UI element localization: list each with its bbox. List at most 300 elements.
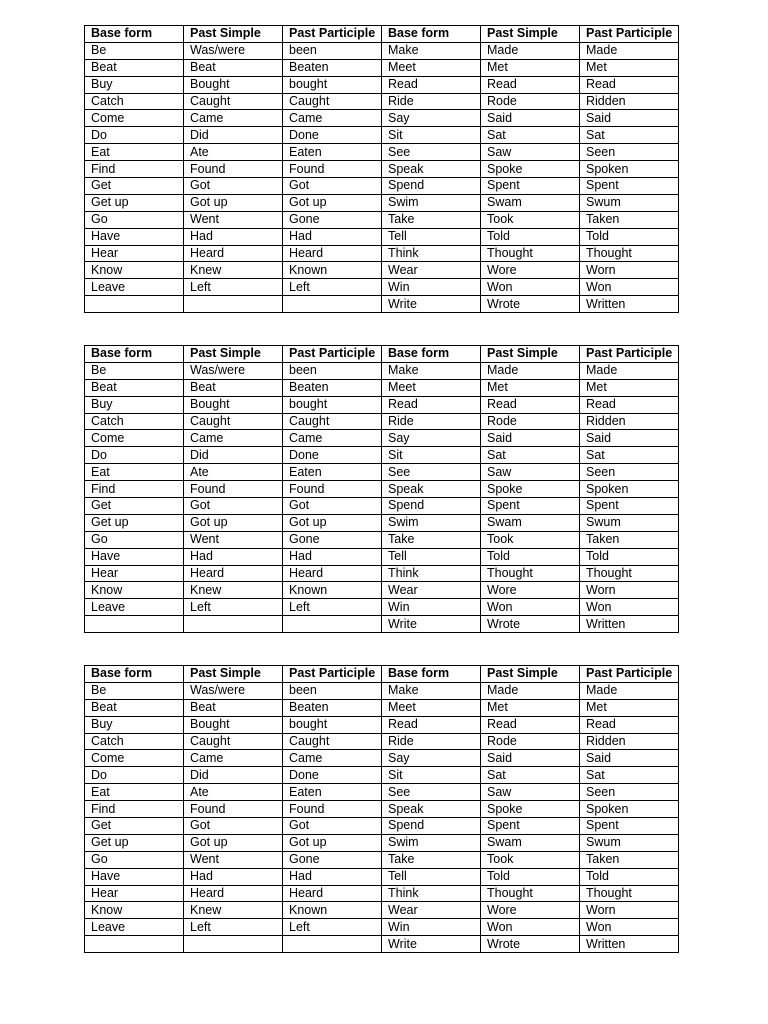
- past-participle-cell: Caught: [283, 733, 382, 750]
- table-row: [85, 767, 679, 784]
- past-simple-cell: Bought: [184, 396, 283, 413]
- base-form-cell: Find: [85, 801, 184, 818]
- table-row: [85, 127, 679, 144]
- base-form-cell: Eat: [85, 144, 184, 161]
- past-simple-cell: Won: [481, 919, 580, 936]
- base-form-cell: Tell: [382, 548, 481, 565]
- past-participle-cell: Sat: [580, 127, 679, 144]
- base-form-cell: Beat: [85, 379, 184, 396]
- header-base-form: Base form: [85, 26, 184, 43]
- past-participle-cell: Left: [283, 279, 382, 296]
- past-simple-cell: Thought: [481, 885, 580, 902]
- past-participle-cell: Read: [580, 396, 679, 413]
- past-simple-cell: Took: [481, 211, 580, 228]
- base-form-cell: [85, 296, 184, 313]
- table-row: [85, 362, 679, 379]
- past-simple-cell: Took: [481, 531, 580, 548]
- past-participle-cell: Ridden: [580, 93, 679, 110]
- past-simple-cell: Saw: [481, 464, 580, 481]
- past-simple-cell: Read: [481, 396, 580, 413]
- header-base-form: Base form: [382, 346, 481, 363]
- base-form-cell: Eat: [85, 784, 184, 801]
- base-form-cell: Spend: [382, 178, 481, 195]
- past-simple-cell: Wore: [481, 262, 580, 279]
- past-participle-cell: Got: [283, 498, 382, 515]
- past-participle-cell: been: [283, 362, 382, 379]
- past-simple-cell: Came: [184, 110, 283, 127]
- table-row: [85, 616, 679, 633]
- header-row: [85, 666, 679, 683]
- past-simple-cell: Ate: [184, 464, 283, 481]
- past-simple-cell: Made: [481, 682, 580, 699]
- table-row: [85, 834, 679, 851]
- table-row: [85, 279, 679, 296]
- base-form-cell: Wear: [382, 262, 481, 279]
- past-simple-cell: Got: [184, 178, 283, 195]
- table-body: [85, 362, 679, 632]
- past-simple-cell: Went: [184, 851, 283, 868]
- table-row: [85, 936, 679, 953]
- table-row: [85, 262, 679, 279]
- past-simple-cell: Rode: [481, 413, 580, 430]
- past-simple-cell: Told: [481, 228, 580, 245]
- base-form-cell: Beat: [85, 59, 184, 76]
- past-participle-cell: Came: [283, 430, 382, 447]
- base-form-cell: Get: [85, 498, 184, 515]
- past-participle-cell: Thought: [580, 885, 679, 902]
- past-participle-cell: Written: [580, 616, 679, 633]
- past-simple-cell: Told: [481, 548, 580, 565]
- past-participle-cell: Got up: [283, 514, 382, 531]
- past-simple-cell: Left: [184, 919, 283, 936]
- header-past-simple: Past Simple: [184, 346, 283, 363]
- past-simple-cell: Ate: [184, 144, 283, 161]
- past-participle-cell: bought: [283, 396, 382, 413]
- past-simple-cell: Swam: [481, 194, 580, 211]
- base-form-cell: Say: [382, 750, 481, 767]
- past-participle-cell: Made: [580, 682, 679, 699]
- header-base-form: Base form: [382, 26, 481, 43]
- base-form-cell: Get up: [85, 194, 184, 211]
- base-form-cell: Speak: [382, 801, 481, 818]
- header-past-simple: Past Simple: [184, 26, 283, 43]
- header-past-participle: Past Participle: [283, 346, 382, 363]
- past-simple-cell: Did: [184, 127, 283, 144]
- past-participle-cell: Ridden: [580, 413, 679, 430]
- base-form-cell: Leave: [85, 919, 184, 936]
- past-participle-cell: Done: [283, 767, 382, 784]
- past-simple-cell: Beat: [184, 59, 283, 76]
- base-form-cell: Think: [382, 885, 481, 902]
- past-participle-cell: Read: [580, 716, 679, 733]
- past-simple-cell: Spent: [481, 178, 580, 195]
- past-simple-cell: Wore: [481, 582, 580, 599]
- past-simple-cell: Read: [481, 76, 580, 93]
- base-form-cell: Buy: [85, 76, 184, 93]
- table-row: [85, 565, 679, 582]
- past-simple-cell: Beat: [184, 699, 283, 716]
- base-form-cell: Catch: [85, 93, 184, 110]
- past-participle-cell: Beaten: [283, 59, 382, 76]
- past-participle-cell: Met: [580, 699, 679, 716]
- past-participle-cell: Said: [580, 430, 679, 447]
- base-form-cell: Find: [85, 161, 184, 178]
- base-form-cell: Say: [382, 110, 481, 127]
- table-row: [85, 296, 679, 313]
- table-row: [85, 396, 679, 413]
- past-simple-cell: Heard: [184, 245, 283, 262]
- past-simple-cell: Found: [184, 161, 283, 178]
- table-body: [85, 42, 679, 312]
- past-participle-cell: Thought: [580, 245, 679, 262]
- past-participle-cell: been: [283, 42, 382, 59]
- base-form-cell: Get up: [85, 834, 184, 851]
- base-form-cell: Read: [382, 396, 481, 413]
- table-row: [85, 531, 679, 548]
- past-participle-cell: Seen: [580, 464, 679, 481]
- base-form-cell: Go: [85, 851, 184, 868]
- past-participle-cell: Found: [283, 801, 382, 818]
- past-simple-cell: Wore: [481, 902, 580, 919]
- table-row: [85, 750, 679, 767]
- past-participle-cell: Done: [283, 447, 382, 464]
- past-simple-cell: Ate: [184, 784, 283, 801]
- base-form-cell: Eat: [85, 464, 184, 481]
- past-simple-cell: Made: [481, 362, 580, 379]
- base-form-cell: Meet: [382, 59, 481, 76]
- header-past-simple: Past Simple: [184, 666, 283, 683]
- past-participle-cell: been: [283, 682, 382, 699]
- past-simple-cell: Swam: [481, 834, 580, 851]
- base-form-cell: Write: [382, 296, 481, 313]
- base-form-cell: See: [382, 784, 481, 801]
- past-participle-cell: Sat: [580, 767, 679, 784]
- past-participle-cell: bought: [283, 716, 382, 733]
- past-simple-cell: Found: [184, 481, 283, 498]
- past-simple-cell: Spoke: [481, 161, 580, 178]
- past-simple-cell: Sat: [481, 767, 580, 784]
- past-participle-cell: Had: [283, 548, 382, 565]
- base-form-cell: Come: [85, 750, 184, 767]
- base-form-cell: Hear: [85, 245, 184, 262]
- past-participle-cell: Met: [580, 59, 679, 76]
- past-participle-cell: Said: [580, 750, 679, 767]
- past-participle-cell: Had: [283, 228, 382, 245]
- past-simple-cell: Bought: [184, 716, 283, 733]
- past-participle-cell: Sat: [580, 447, 679, 464]
- past-simple-cell: Rode: [481, 93, 580, 110]
- base-form-cell: Be: [85, 682, 184, 699]
- past-simple-cell: Spent: [481, 498, 580, 515]
- past-participle-cell: Met: [580, 379, 679, 396]
- past-simple-cell: Was/were: [184, 682, 283, 699]
- past-participle-cell: bought: [283, 76, 382, 93]
- base-form-cell: Swim: [382, 834, 481, 851]
- past-participle-cell: Left: [283, 919, 382, 936]
- header-base-form: Base form: [382, 666, 481, 683]
- past-simple-cell: Met: [481, 59, 580, 76]
- past-participle-cell: Gone: [283, 211, 382, 228]
- past-participle-cell: Won: [580, 919, 679, 936]
- past-simple-cell: Won: [481, 279, 580, 296]
- base-form-cell: Hear: [85, 885, 184, 902]
- base-form-cell: Ride: [382, 413, 481, 430]
- base-form-cell: Speak: [382, 481, 481, 498]
- past-participle-cell: Eaten: [283, 464, 382, 481]
- base-form-cell: Make: [382, 42, 481, 59]
- past-participle-cell: Spoken: [580, 481, 679, 498]
- past-simple-cell: Had: [184, 548, 283, 565]
- past-participle-cell: Came: [283, 750, 382, 767]
- base-form-cell: Spend: [382, 498, 481, 515]
- base-form-cell: Find: [85, 481, 184, 498]
- past-simple-cell: Heard: [184, 565, 283, 582]
- past-simple-cell: Thought: [481, 565, 580, 582]
- past-simple-cell: Had: [184, 228, 283, 245]
- past-simple-cell: Met: [481, 379, 580, 396]
- past-simple-cell: Caught: [184, 733, 283, 750]
- past-participle-cell: Worn: [580, 902, 679, 919]
- past-participle-cell: Gone: [283, 531, 382, 548]
- past-simple-cell: Read: [481, 716, 580, 733]
- base-form-cell: Sit: [382, 767, 481, 784]
- base-form-cell: Make: [382, 362, 481, 379]
- past-participle-cell: Told: [580, 548, 679, 565]
- past-participle-cell: Came: [283, 110, 382, 127]
- past-simple-cell: Made: [481, 42, 580, 59]
- table-row: [85, 716, 679, 733]
- table-row: [85, 245, 679, 262]
- past-simple-cell: Caught: [184, 413, 283, 430]
- base-form-cell: Have: [85, 868, 184, 885]
- table-header: [85, 346, 679, 363]
- base-form-cell: Wear: [382, 902, 481, 919]
- table-row: [85, 59, 679, 76]
- base-form-cell: Tell: [382, 868, 481, 885]
- past-simple-cell: Got up: [184, 514, 283, 531]
- base-form-cell: [85, 616, 184, 633]
- table-row: [85, 42, 679, 59]
- table-header: [85, 666, 679, 683]
- header-past-participle: Past Participle: [283, 666, 382, 683]
- base-form-cell: Beat: [85, 699, 184, 716]
- header-past-participle: Past Participle: [283, 26, 382, 43]
- past-simple-cell: Swam: [481, 514, 580, 531]
- past-simple-cell: Wrote: [481, 296, 580, 313]
- base-form-cell: Catch: [85, 413, 184, 430]
- header-row: [85, 26, 679, 43]
- table-row: [85, 464, 679, 481]
- base-form-cell: Have: [85, 228, 184, 245]
- past-simple-cell: Said: [481, 110, 580, 127]
- past-simple-cell: Saw: [481, 144, 580, 161]
- past-participle-cell: Written: [580, 936, 679, 953]
- past-participle-cell: Worn: [580, 582, 679, 599]
- table-row: [85, 110, 679, 127]
- past-simple-cell: Was/were: [184, 362, 283, 379]
- past-participle-cell: Caught: [283, 93, 382, 110]
- past-simple-cell: Got: [184, 498, 283, 515]
- header-base-form: Base form: [85, 346, 184, 363]
- base-form-cell: Read: [382, 76, 481, 93]
- past-participle-cell: Eaten: [283, 784, 382, 801]
- past-simple-cell: Had: [184, 868, 283, 885]
- past-simple-cell: Was/were: [184, 42, 283, 59]
- base-form-cell: Do: [85, 447, 184, 464]
- past-participle-cell: Known: [283, 582, 382, 599]
- past-participle-cell: Said: [580, 110, 679, 127]
- base-form-cell: Do: [85, 127, 184, 144]
- table-header: [85, 26, 679, 43]
- past-participle-cell: Swum: [580, 514, 679, 531]
- table-row: [85, 447, 679, 464]
- base-form-cell: Make: [382, 682, 481, 699]
- base-form-cell: Come: [85, 430, 184, 447]
- base-form-cell: Catch: [85, 733, 184, 750]
- base-form-cell: Have: [85, 548, 184, 565]
- table-row: [85, 902, 679, 919]
- table-row: [85, 699, 679, 716]
- past-participle-cell: Heard: [283, 885, 382, 902]
- base-form-cell: Get: [85, 818, 184, 835]
- base-form-cell: Do: [85, 767, 184, 784]
- table-row: [85, 194, 679, 211]
- table-row: [85, 548, 679, 565]
- table-body: [85, 682, 679, 952]
- table-row: [85, 582, 679, 599]
- table-row: [85, 430, 679, 447]
- past-participle-cell: Won: [580, 599, 679, 616]
- base-form-cell: Speak: [382, 161, 481, 178]
- base-form-cell: Spend: [382, 818, 481, 835]
- table-row: [85, 144, 679, 161]
- table-row: [85, 682, 679, 699]
- past-simple-cell: Met: [481, 699, 580, 716]
- past-participle-cell: Found: [283, 481, 382, 498]
- table-row: [85, 851, 679, 868]
- base-form-cell: Think: [382, 245, 481, 262]
- past-simple-cell: [184, 616, 283, 633]
- base-form-cell: Swim: [382, 514, 481, 531]
- past-participle-cell: Won: [580, 279, 679, 296]
- base-form-cell: Write: [382, 616, 481, 633]
- past-participle-cell: Got: [283, 818, 382, 835]
- past-simple-cell: [184, 936, 283, 953]
- past-participle-cell: Swum: [580, 194, 679, 211]
- past-simple-cell: Wrote: [481, 616, 580, 633]
- past-participle-cell: Told: [580, 228, 679, 245]
- past-participle-cell: Made: [580, 362, 679, 379]
- table-row: [85, 161, 679, 178]
- past-participle-cell: Spoken: [580, 161, 679, 178]
- past-participle-cell: Ridden: [580, 733, 679, 750]
- past-participle-cell: Gone: [283, 851, 382, 868]
- past-participle-cell: [283, 296, 382, 313]
- past-participle-cell: Taken: [580, 851, 679, 868]
- base-form-cell: Sit: [382, 447, 481, 464]
- base-form-cell: Take: [382, 211, 481, 228]
- past-participle-cell: Worn: [580, 262, 679, 279]
- past-participle-cell: [283, 616, 382, 633]
- table-row: [85, 885, 679, 902]
- past-simple-cell: Knew: [184, 582, 283, 599]
- base-form-cell: Win: [382, 919, 481, 936]
- past-simple-cell: Thought: [481, 245, 580, 262]
- verb-table-3: [84, 665, 679, 953]
- base-form-cell: Say: [382, 430, 481, 447]
- base-form-cell: Come: [85, 110, 184, 127]
- past-participle-cell: Heard: [283, 565, 382, 582]
- base-form-cell: Go: [85, 531, 184, 548]
- past-simple-cell: Rode: [481, 733, 580, 750]
- table-row: [85, 784, 679, 801]
- past-simple-cell: Got up: [184, 194, 283, 211]
- past-participle-cell: Got up: [283, 834, 382, 851]
- past-simple-cell: Knew: [184, 262, 283, 279]
- base-form-cell: Sit: [382, 127, 481, 144]
- base-form-cell: Think: [382, 565, 481, 582]
- header-past-simple: Past Simple: [481, 666, 580, 683]
- base-form-cell: Ride: [382, 733, 481, 750]
- base-form-cell: Leave: [85, 279, 184, 296]
- table-row: [85, 413, 679, 430]
- table-row: [85, 211, 679, 228]
- past-simple-cell: Spent: [481, 818, 580, 835]
- past-simple-cell: Won: [481, 599, 580, 616]
- past-simple-cell: Sat: [481, 127, 580, 144]
- header-past-participle: Past Participle: [580, 346, 679, 363]
- past-participle-cell: Beaten: [283, 379, 382, 396]
- past-participle-cell: Taken: [580, 531, 679, 548]
- table-row: [85, 514, 679, 531]
- table-row: [85, 93, 679, 110]
- base-form-cell: Buy: [85, 716, 184, 733]
- base-form-cell: Hear: [85, 565, 184, 582]
- past-participle-cell: Got up: [283, 194, 382, 211]
- past-participle-cell: Found: [283, 161, 382, 178]
- past-participle-cell: Spoken: [580, 801, 679, 818]
- table-row: [85, 228, 679, 245]
- past-simple-cell: Did: [184, 447, 283, 464]
- past-participle-cell: Seen: [580, 144, 679, 161]
- base-form-cell: Ride: [382, 93, 481, 110]
- past-participle-cell: Done: [283, 127, 382, 144]
- table-row: [85, 178, 679, 195]
- past-simple-cell: Saw: [481, 784, 580, 801]
- base-form-cell: Win: [382, 599, 481, 616]
- past-participle-cell: Written: [580, 296, 679, 313]
- base-form-cell: Know: [85, 262, 184, 279]
- table-row: [85, 801, 679, 818]
- past-participle-cell: Spent: [580, 498, 679, 515]
- table-row: [85, 919, 679, 936]
- past-simple-cell: Left: [184, 279, 283, 296]
- past-simple-cell: Wrote: [481, 936, 580, 953]
- base-form-cell: Get up: [85, 514, 184, 531]
- past-simple-cell: Heard: [184, 885, 283, 902]
- past-simple-cell: Said: [481, 430, 580, 447]
- header-past-simple: Past Simple: [481, 346, 580, 363]
- past-simple-cell: Went: [184, 531, 283, 548]
- past-participle-cell: Swum: [580, 834, 679, 851]
- base-form-cell: [85, 936, 184, 953]
- past-simple-cell: Knew: [184, 902, 283, 919]
- past-simple-cell: Beat: [184, 379, 283, 396]
- table-row: [85, 599, 679, 616]
- table-row: [85, 498, 679, 515]
- past-participle-cell: Eaten: [283, 144, 382, 161]
- past-simple-cell: Took: [481, 851, 580, 868]
